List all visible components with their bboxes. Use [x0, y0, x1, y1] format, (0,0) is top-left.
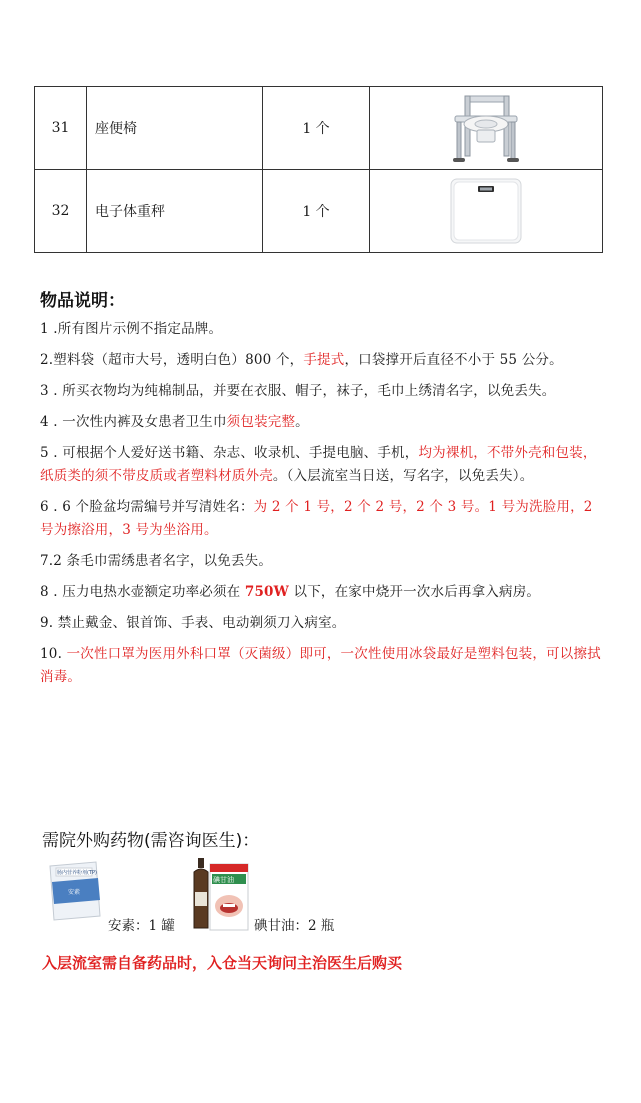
nutrition-powder-can-icon [46, 860, 102, 922]
note-text: 以下，在家中烧开一次水后再拿入病房。 [289, 584, 541, 600]
note-highlight: 为 2 个 1 号，2 个 2 号，2 个 3 号。1 号为洗脸用，2 号为擦浴用，3 号为坐浴用。 [40, 499, 593, 538]
table-row [35, 170, 603, 253]
note-highlight: 手提式 [303, 352, 345, 368]
note-text: 。（入层流室当日送，写名字，以免丢失）。 [272, 468, 534, 484]
note-item [40, 612, 602, 635]
items-table [34, 86, 603, 253]
note-text: 1 .所有图片示例不指定品牌。 [40, 321, 223, 337]
note-item [40, 349, 602, 372]
notes-title: 物品说明： [40, 291, 125, 311]
item-image [370, 87, 603, 170]
note-text: 10. [40, 646, 67, 662]
iodine-glycerin-bottle-icon [190, 858, 250, 934]
note-text: 7.2 条毛巾需绣患者名字，以免丢失。 [40, 553, 273, 569]
note-item [40, 550, 602, 573]
note-item [40, 380, 602, 403]
note-text: 8 . 压力电热水壶额定功率必须在 [40, 584, 245, 600]
note-text: 3 . 所买衣物均为纯棉制品，并要在衣服、帽子，袜子，毛巾上绣清名字，以免丢失。 [40, 383, 556, 399]
note-item [40, 318, 602, 341]
item-image [370, 170, 603, 253]
note-text: 6 . 6 个脸盆均需编号并写清姓名： [40, 499, 254, 515]
table-row [35, 87, 603, 170]
item-quantity: 1 个 [263, 170, 370, 253]
note-highlight: 须包装完整 [226, 414, 296, 430]
note-item [40, 496, 602, 542]
note-item [40, 442, 602, 488]
item-number: 31 [35, 87, 87, 170]
package-text: 肠内营养粉剂(TP) [57, 870, 97, 876]
medicines-row [42, 858, 602, 938]
item-quantity: 1 个 [263, 87, 370, 170]
note-item [40, 581, 602, 604]
note-text: 2.塑料袋（超市大号，透明白色）800 个， [40, 352, 304, 368]
note-highlight: 一次性口罩为医用外科口罩（灭菌级）即可，一次性使用冰袋最好是塑料包装，可以擦拭消毒。 [40, 646, 601, 685]
item-number: 32 [35, 170, 87, 253]
brand-text: 安素 [68, 889, 81, 896]
note-highlight: 750W [244, 584, 290, 600]
note-text: 4 . 一次性内裤及女患者卫生巾 [40, 414, 227, 430]
bathroom-scale-icon [448, 176, 524, 246]
note-text: 5 . 可根据个人爱好送书籍、杂志、收录机、手提电脑、手机， [40, 445, 419, 461]
item-name: 电子体重秤 [87, 170, 263, 253]
medicines-title: 需院外购药物(需咨询医生)： [42, 831, 260, 851]
note-text: 。 [295, 414, 309, 430]
medicine-label: 碘甘油：2 瓶 [254, 918, 335, 934]
notes-list [40, 318, 602, 697]
note-highlight: 均为裸机，不带外壳和包装，纸质类的须不带皮质或者塑料材质外壳 [40, 445, 597, 484]
package-text: 碘甘油 [213, 876, 234, 884]
note-text: 9. 禁止戴金、银首饰、手表、电动剃须刀入病室。 [40, 615, 346, 631]
medicine-label: 安素：1 罐 [108, 918, 175, 934]
note-text: ，口袋撑开后直径不小于 55 公分。 [344, 352, 563, 368]
footer-note: 入层流室需自备药品时，入仓当天询问主治医生后购买 [42, 954, 403, 972]
note-item [40, 411, 602, 434]
commode-chair-icon [451, 90, 521, 166]
item-name: 座便椅 [87, 87, 263, 170]
note-item [40, 643, 602, 689]
